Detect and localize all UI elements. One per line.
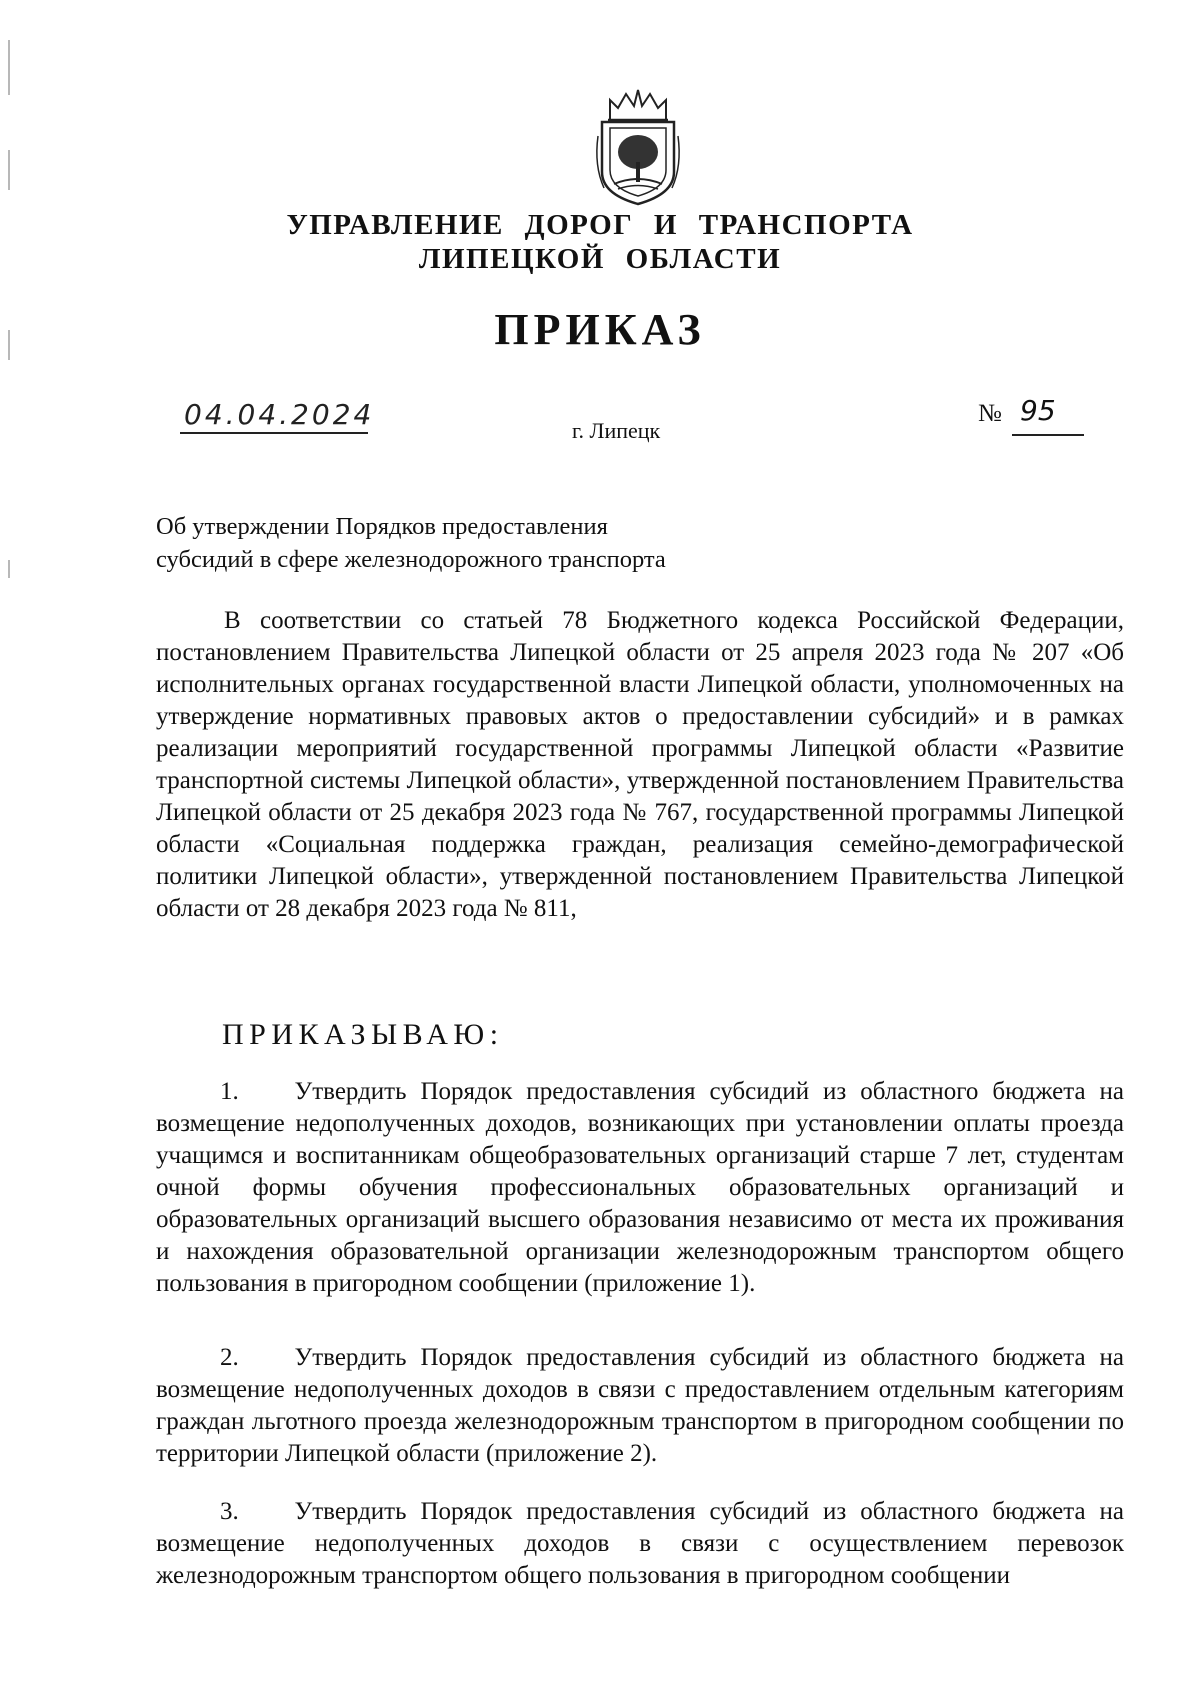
item-text: Утвердить Порядок предоставления субсидий из областного бюджета на возмещение недополученных доходов в связи с осуществлением перевозок железнодорожным транспортом общего пользования в пригородном сообщении — [156, 1498, 1124, 1589]
item-text: Утвердить Порядок предоставления субсидий из областного бюджета на возмещение недополученных доходов в связи с предоставлением отдельным категориям граждан льготного проезда железнодорожным транспортом в пригородном сообщении по территории Липецкой области (приложение 2). — [156, 1344, 1124, 1467]
item-number: 3. — [220, 1498, 239, 1525]
agency-name-line2: ЛИПЕЦКОЙ ОБЛАСТИ — [418, 243, 782, 275]
item-number: 1. — [220, 1078, 239, 1105]
order-number: 95 — [1020, 394, 1056, 427]
item-number: 2. — [220, 1344, 239, 1371]
item-text: Утвердить Порядок предоставления субсидий из областного бюджета на возмещение недополученных доходов, возникающих при установлении оплаты проезда учащимся и воспитанникам общеобразовательных организаций старше 7 лет, студентам очной формы обучения профессиональных образовательных организаций и образовательных организаций высшего образования независимо от места их проживания и нахождения образовательной организации железнодорожным транспортом общего пользования в пригородном сообщении (приложение 1). — [156, 1078, 1124, 1297]
order-item — [156, 1076, 1124, 1300]
order-item — [156, 1496, 1124, 1592]
subject-line2: субсидий в сфере железнодорожного транспорта — [156, 546, 666, 573]
scan-artifact — [8, 40, 10, 95]
document-type: ПРИКАЗ — [494, 305, 706, 354]
date-underline — [180, 432, 368, 434]
order-date: 04.04.2024 — [184, 398, 375, 431]
order-item — [156, 1342, 1124, 1470]
city: г. Липецк — [572, 418, 661, 443]
agency-name-line1: УПРАВЛЕНИЕ ДОРОГ И ТРАНСПОРТА — [286, 209, 914, 241]
scan-artifact — [8, 150, 10, 190]
preamble-paragraph: В соответствии со статьей 78 Бюджетного кодекса Российской Федерации, постановлением Правительства Липецкой области от 25 апреля 2023 года № 207 «Об исполнительных органах государственной власти Липецкой области, уполномоченных на утверждение нормативных правовых актов о предоставлении субсидий» и в рамках реализации мероприятий государственной программы Липецкой области «Развитие транспортной системы Липецкой области», утвержденной постановлением Правительства Липецкой области от 25 декабря 2023 года № 767, государственной программы Липецкой области «Социальная поддержка граждан, реализация семейно-демографической политики Липецкой области», утвержденной постановлением Правительства Липецкой области от 28 декабря 2023 года № 811, — [156, 607, 1124, 922]
agency-name — [0, 208, 1200, 276]
subject-line1: Об утверждении Порядков предоставления — [156, 513, 608, 540]
order-directive: ПРИКАЗЫВАЮ: — [222, 1018, 504, 1051]
scan-artifact — [8, 560, 10, 578]
number-underline — [1012, 434, 1084, 436]
coat-of-arms-icon — [588, 86, 688, 208]
order-subject — [156, 510, 666, 576]
number-sign: № — [978, 400, 1002, 427]
